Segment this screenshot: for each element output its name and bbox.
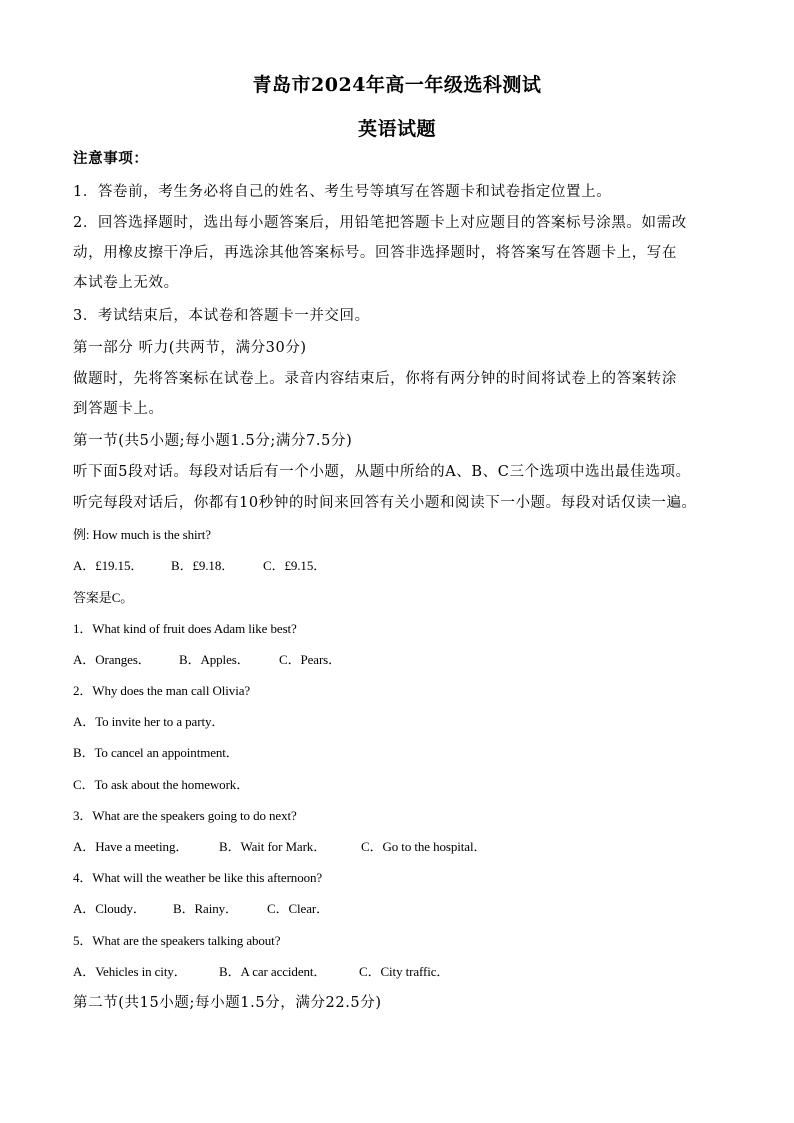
example-answer: 答案是C。 [73, 590, 134, 605]
section1-heading: 第一节(共5小题;每小题1.5分;满分7.5分) [73, 433, 353, 449]
note-item-2-line-3: 本试卷上无效。 [73, 275, 179, 291]
question-5-options [73, 963, 725, 981]
q4-option-b: B．Rainy． [173, 901, 238, 916]
example-option-a: A．£19.15． [73, 558, 144, 573]
part1-heading: 第一部分 听力(共两节，满分30分) [73, 340, 307, 356]
example-options [73, 557, 725, 575]
part1-instruction-line-2: 到答题卡上。 [73, 401, 164, 417]
section1-instruction-line-1: 听下面5段对话。每段对话后有一个小题，从题中所给的A、B、C三个选项中选出最佳选项。 [73, 464, 691, 480]
example-option-c: C．£9.15． [263, 558, 327, 573]
q2-option-a: A．To invite her to a party． [73, 714, 225, 729]
question-3: 3．What are the speakers going to do next? [73, 808, 297, 823]
q5-option-c: C．City traffic． [359, 964, 450, 979]
q1-option-c: C．Pears． [279, 652, 342, 667]
section2-heading: 第二节(共15小题;每小题1.5分，满分22.5分) [73, 995, 382, 1011]
q5-option-a: A．Vehicles in city． [73, 964, 187, 979]
q5-option-b: B．A car accident． [219, 964, 327, 979]
q4-option-c: C．Clear． [267, 901, 330, 916]
q3-option-c: C．Go to the hospital． [361, 839, 487, 854]
question-1-options [73, 651, 725, 669]
example-option-b: B．£9.18． [171, 558, 235, 573]
exam-title: 青岛市2024年高一年级选科测试 [252, 74, 542, 96]
q2-option-b: B．To cancel an appointment． [73, 745, 239, 760]
question-1: 1．What kind of fruit does Adam like best? [73, 621, 297, 636]
q4-option-a: A．Cloudy． [73, 901, 146, 916]
q2-option-c: C．To ask about the homework． [73, 777, 250, 792]
section1-instruction-line-2: 听完每段对话后，你都有10秒钟的时间来回答有关小题和阅读下一小题。每段对话仅读一遍。 [73, 495, 697, 511]
part1-instruction-line-1: 做题时，先将答案标在试卷上。录音内容结束后，你将有两分钟的时间将试卷上的答案转涂 [73, 371, 677, 387]
q3-option-a: A．Have a meeting． [73, 839, 189, 854]
example-question: 例: How much is the shirt? [73, 527, 211, 542]
note-item-2-line-1: 2．回答选择题时，选出每小题答案后，用铅笔把答题卡上对应题目的答案标号涂黑。如需改 [73, 215, 687, 231]
question-5: 5．What are the speakers talking about? [73, 933, 281, 948]
question-4: 4．What will the weather be like this afternoon? [73, 870, 323, 885]
q1-option-b: B．Apples． [179, 652, 250, 667]
question-2: 2．Why does the man call Olivia? [73, 683, 251, 698]
question-3-options [73, 838, 725, 856]
note-item-1: 1．答卷前，考生务必将自己的姓名、考生号等填写在答题卡和试卷指定位置上。 [73, 184, 612, 200]
note-item-2-line-2: 动，用橡皮擦干净后，再选涂其他答案标号。回答非选择题时，将答案写在答题卡上，写在 [73, 245, 677, 261]
question-4-options [73, 900, 725, 918]
exam-subtitle: 英语试题 [357, 118, 436, 140]
q1-option-a: A．Oranges． [73, 652, 151, 667]
q3-option-b: B．Wait for Mark． [219, 839, 327, 854]
notes-heading: 注意事项： [73, 150, 149, 167]
note-item-3: 3．考试结束后，本试卷和答题卡一并交回。 [73, 308, 370, 324]
